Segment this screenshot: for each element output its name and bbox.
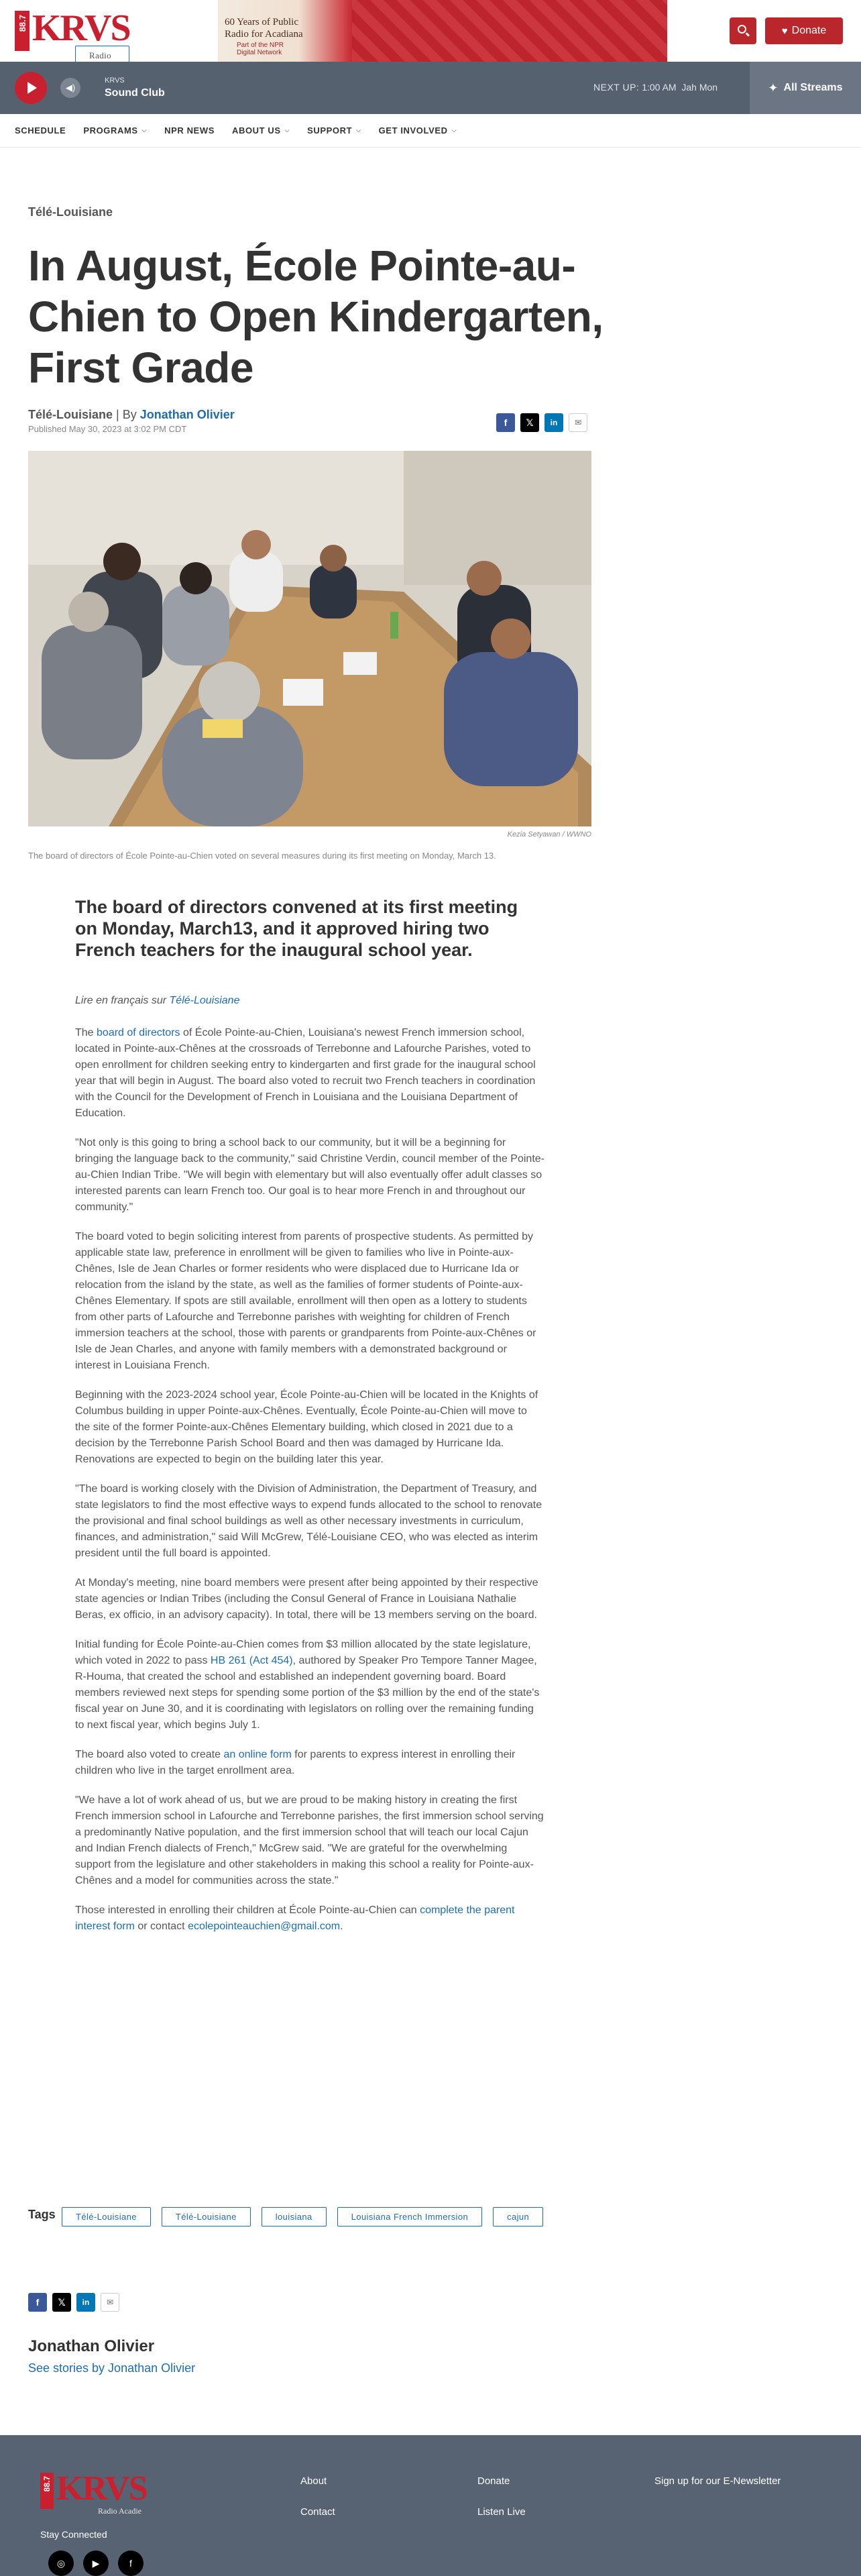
logo-frequency: 88.7 — [40, 2473, 54, 2509]
parent-interest-form-link[interactable]: complete the parent interest form — [75, 1904, 515, 1932]
linkedin-share-button[interactable] — [544, 413, 563, 432]
contact-email-link[interactable]: ecolepointeauchien@gmail.com — [188, 1921, 341, 1932]
play-button[interactable] — [15, 72, 47, 104]
linkedin-icon: in — [550, 418, 558, 427]
x-icon: 𝕏 — [526, 417, 534, 428]
author-stories-link[interactable]: See stories by Jonathan Olivier — [28, 2361, 196, 2375]
youtube-icon[interactable]: ▶ — [83, 2551, 109, 2576]
paragraph: "We have a lot of work ahead of us, but we are proud to be making history in creating the first French immersion school in Lafourche and Terrebonne parishes, the first immersion school serving a predominantly Native population, and the first immersion school that will teach our local Cajun and Indian French dialects of French," McGrew said. "We are grateful for the overwhelming support from the legislature and other stakeholders in making this school a reality for Pointe-aux-Chênes and a model for communities across the state." — [75, 1794, 544, 1886]
article-headline: In August, École Pointe-au-Chien to Open Kindergarten, First Grade — [28, 241, 604, 392]
article-category[interactable]: Télé-Louisiane — [28, 205, 113, 219]
byline-author-link[interactable]: Jonathan Olivier — [139, 408, 235, 421]
tags-list — [62, 2207, 571, 2226]
speaker-icon: ◀) — [65, 83, 76, 93]
published-date: Published May 30, 2023 at 3:02 PM CDT — [28, 424, 187, 434]
nav-npr-news[interactable]: NPR NEWS — [164, 125, 215, 136]
chevron-down-icon: ⌵ — [451, 127, 457, 133]
x-share-button[interactable] — [52, 2293, 71, 2312]
search-icon — [738, 25, 746, 34]
social-links — [48, 2551, 144, 2576]
nav-schedule[interactable]: SCHEDULE — [15, 125, 66, 136]
logo-callsign: KRVS — [32, 7, 130, 49]
paragraph: At Monday's meeting, nine board members were present after being appointed by their respective state agencies or Indian Tribes (including the Consul General of France in Louisiana Nathalie Beras, ex officio, in an advisory capacity). In total, there will be 13 members serving on the board. — [75, 1577, 538, 1621]
article-body — [75, 896, 544, 1948]
author-name: Jonathan Olivier — [28, 2337, 155, 2355]
french-version-link[interactable]: Télé-Louisiane — [169, 995, 240, 1006]
logo-frequency: 88.7 — [15, 11, 30, 51]
paragraph: "The board is working closely with the Division of Administration, the Department of Treasury, and state legislators to find the most effective ways to expend funds allocated to the school to renovate the provisional and final school buildings as well as other necessary investments in curriculum, finances, and administration," said Will McGrew, Télé-Louisiane CEO, who was elected as interim president until the full board is appointed. — [75, 1483, 542, 1559]
footer-link-about[interactable]: About — [300, 2475, 327, 2487]
x-share-button[interactable] — [520, 413, 539, 432]
next-up: NEXT UP: 1:00 AM Jah Mon — [593, 82, 718, 93]
article-photo — [28, 451, 591, 826]
volume-button[interactable] — [60, 78, 80, 98]
stay-connected-label: Stay Connected — [40, 2529, 107, 2540]
footer-link-contact[interactable]: Contact — [300, 2506, 335, 2518]
tag-tele-louisiane[interactable]: Télé-Louisiane — [62, 2207, 151, 2226]
site-header — [0, 0, 861, 62]
logo-tagline: Radio Acadie — [98, 2506, 141, 2516]
logo-tagline: Radio — [75, 46, 129, 76]
email-share-button[interactable] — [569, 413, 587, 432]
tag-louisiana[interactable]: louisiana — [262, 2207, 327, 2226]
tag-tele-louisiane-2[interactable]: Télé-Louisiane — [162, 2207, 251, 2226]
all-streams-button[interactable]: ✦ All Streams — [750, 62, 861, 114]
facebook-icon[interactable]: f — [118, 2551, 144, 2576]
sparkle-icon: ✦ — [768, 80, 779, 95]
envelope-icon: ✉ — [574, 418, 582, 427]
hb-261-link[interactable]: HB 261 (Act 454) — [210, 1655, 293, 1666]
heart-icon: ♥ — [781, 25, 788, 37]
envelope-icon: ✉ — [106, 2298, 114, 2307]
chevron-down-icon: ⌵ — [284, 127, 290, 133]
footer-link-newsletter[interactable]: Sign up for our E-Newsletter — [654, 2475, 781, 2487]
tag-louisiana-french-immersion[interactable]: Louisiana French Immersion — [337, 2207, 482, 2226]
logo-callsign: KRVS — [56, 2469, 147, 2508]
banner-subtext: Part of the NPR Digital Network — [237, 42, 284, 56]
paragraph: The board voted to begin soliciting interest from parents of prospective students. As permitted by applicable state law, preference in enrollment will be given to families who live in Pointe-aux-Chênes, Isle de Jean Charles or former residents who were displaced due to Hurricane Ida or relocation from the island by the state, as well as the families of former students of Pointe-aux-Chênes Elementary. If spots are still available, enrollment will then open as a lottery to students from other parts of Lafourche and Terrebonne parishes with weighting for children of French immersion teachers at the school, those with parents or grandparents from Pointe-aux-Chênes or Isle de Jean Charles, and anyone with family members with a demonstrated background or interest in Louisiana French. — [75, 1231, 536, 1371]
share-buttons-bottom — [28, 2293, 119, 2312]
linkedin-icon: in — [82, 2298, 90, 2307]
site-footer — [0, 2435, 861, 2576]
photo-credit: Kezia Setyawan / WWNO — [507, 830, 591, 839]
main-nav — [0, 114, 861, 148]
instagram-icon[interactable]: ◎ — [48, 2551, 74, 2576]
tag-cajun[interactable]: cajun — [493, 2207, 543, 2226]
nav-about-us[interactable]: ABOUT US ⌵ — [231, 125, 290, 136]
audio-player-bar — [0, 62, 861, 114]
french-version-note: Lire en français sur Télé-Louisiane — [75, 995, 240, 1006]
chevron-down-icon: ⌵ — [356, 127, 361, 133]
nav-programs[interactable]: PROGRAMS ⌵ — [83, 125, 148, 136]
paragraph: Initial funding for École Pointe-au-Chien comes from $3 million allocated by the state legislature, which voted in 2022 to pass HB 261 (Act 454), authored by Speaker Pro Tempore Tanner Magee, R-Houma, that created the school and established an independent governing board. Board members reviewed next steps for spending some portion of the $3 million by the end of the state's fiscal year on June 30, and it is coordinating with legislators on rolling over the remaining funding to next fiscal year, which begins July 1. — [75, 1639, 540, 1731]
krvs-logo[interactable] — [15, 7, 130, 60]
donate-button[interactable]: ♥ Donate — [765, 17, 843, 44]
banner-pattern — [352, 0, 667, 62]
facebook-share-button[interactable] — [28, 2293, 47, 2312]
anniversary-banner[interactable] — [218, 0, 667, 62]
banner-text: 60 Years of Public Radio for Acadiana — [225, 17, 303, 40]
linkedin-share-button[interactable] — [76, 2293, 95, 2312]
email-share-button[interactable] — [101, 2293, 119, 2312]
nav-support[interactable]: SUPPORT ⌵ — [307, 125, 361, 136]
chevron-down-icon: ⌵ — [141, 127, 148, 133]
share-buttons-top — [496, 413, 587, 432]
paragraph: Those interested in enrolling their children at École Pointe-au-Chien can complete the parent interest form or contact ecolepointeauchien@gmail.com. — [75, 1904, 515, 1932]
footer-logo[interactable] — [40, 2470, 154, 2517]
player-station: KRVS — [105, 76, 125, 85]
search-button[interactable] — [730, 17, 756, 44]
player-show-title: Sound Club — [105, 87, 165, 99]
byline: Télé-Louisiane | By Jonathan Olivier — [28, 408, 235, 421]
x-icon: 𝕏 — [58, 2296, 66, 2308]
tags-label: Tags — [28, 2208, 56, 2221]
paragraph: The board also voted to create an online form for parents to express interest in enrolling their children who live in the target enrollment area. — [75, 1749, 516, 1776]
footer-link-listen-live[interactable]: Listen Live — [477, 2506, 526, 2518]
paragraph: Beginning with the 2023-2024 school year, École Pointe-au-Chien will be located in the Knights of Columbus building in upper Pointe-aux-Chênes. Eventually, École Pointe-au-Chien will move to the site of the former Pointe-aux-Chênes Elementary building, which closed in 2021 due to a decision by the Terrebonne Parish School Board and then was damaged by Hurricane Ida. Renovations are expected to begin on the building later this year. — [75, 1389, 538, 1465]
online-form-link[interactable]: an online form — [223, 1749, 292, 1760]
facebook-icon: f — [36, 2297, 40, 2308]
article-lead: The board of directors convened at its first meeting on Monday, March13, and it approved hiring two French teachers for the inaugural school year. — [75, 897, 518, 960]
facebook-share-button[interactable] — [496, 413, 515, 432]
nav-get-involved[interactable]: GET INVOLVED ⌵ — [378, 125, 457, 136]
paragraph: The board of directors of École Pointe-au-Chien, Louisiana's newest French immersion school, located in Pointe-aux-Chênes at the crossroads of Terrebonne and Lafourche Parishes, voted to open enrollment for children seeking entry to kindergarten and first grade for the inaugural school year that will begin in August. The board also voted to recruit two French teachers in coordination with the Council for the Development of French in Louisiana and the Louisiana Department of Education. — [75, 1027, 536, 1119]
footer-link-donate[interactable]: Donate — [477, 2475, 510, 2487]
paragraph: "Not only is this going to bring a school back to our community, but it will be a beginning for bringing the language back to the community," said Christine Verdin, council member of the Pointe-au-Chien Indian Tribe. "We will begin with elementary but will also eventually offer adult classes so interested parents can learn French too. Our goal is to hear more French in and throughout our community." — [75, 1137, 544, 1213]
byline-source: Télé-Louisiane — [28, 408, 113, 421]
facebook-icon: f — [504, 417, 508, 428]
photo-caption: The board of directors of École Pointe-au-Chien voted on several measures during its first meeting on Monday, March 13. — [28, 851, 496, 861]
board-of-directors-link[interactable]: board of directors — [97, 1027, 180, 1038]
meeting-photo-illustration — [28, 451, 591, 826]
